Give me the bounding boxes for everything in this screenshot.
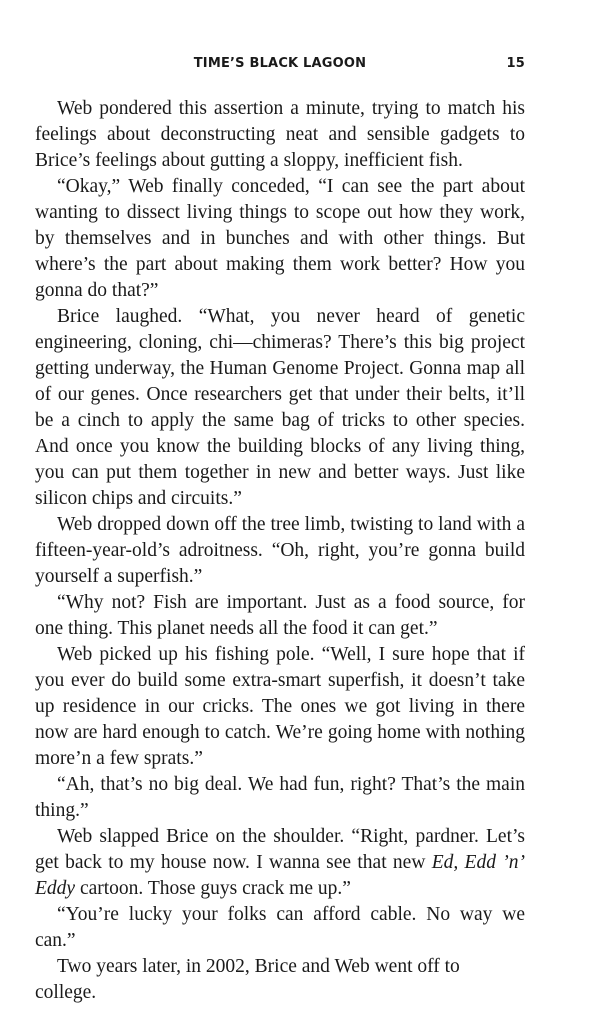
book-page — [35, 50, 525, 1006]
paragraph: Web pondered this assertion a minute, trying to match his feelings about deconstructing neat and sensible gadgets to Brice’s feelings about gutting a sloppy, inefficient fish. — [35, 98, 525, 171]
running-title: TIME’S BLACK LAGOON — [193, 56, 367, 71]
paragraph: “Ah, that’s no big deal. We had fun, right? That’s the main thing.” — [35, 774, 525, 821]
paragraph-text: Web slapped Brice on the shoulder. “Right, pardner. Let’s get back to my house now. I wanna see that new — [35, 826, 525, 873]
body-text — [35, 96, 525, 1006]
paragraph: Brice laughed. “What, you never heard of genetic engineering, cloning, chi—chimeras? There’s this big project getting underway, the Human Genome Project. Gonna map all of our genes. Once researchers get that under their belts, it’ll be a cinch to apply the same bag of tricks to other species. And once you know the building blocks of any living thing, you can put them together in new and better ways. Just like silicon chips and circuits.” — [35, 306, 525, 509]
paragraph: Web picked up his fishing pole. “Well, I sure hope that if you ever do build some extra-smart superfish, it doesn’t take up residence in our cricks. The ones we got living in there now are hard enough to catch. We’re going home with nothing more’n a few sprats.” — [35, 644, 525, 769]
cartoon-title: Ed, Edd ’n’ Eddy — [35, 852, 526, 899]
paragraph: Two years later, in 2002, Brice and Web went off to college. — [35, 956, 460, 1003]
paragraph: “You’re lucky your folks can afford cable. No way we can.” — [35, 904, 525, 951]
running-header — [35, 50, 525, 78]
paragraph: Web dropped down off the tree limb, twisting to land with a fifteen-year-old’s adroitness. “Oh, right, you’re gonna build yourself a superfish.” — [35, 514, 525, 587]
paragraph: “Why not? Fish are important. Just as a food source, for one thing. This planet needs all the food it can get.” — [35, 592, 525, 639]
paragraph — [35, 824, 525, 902]
paragraph: “Okay,” Web finally conceded, “I can see the part about wanting to dissect living things to scope out how they work, by themselves and in bunches and with other things. But where’s the part about making them work better? How you gonna do that?” — [35, 176, 525, 301]
page-number: 15 — [506, 56, 525, 71]
paragraph-text: cartoon. Those guys crack me up.” — [75, 878, 351, 899]
